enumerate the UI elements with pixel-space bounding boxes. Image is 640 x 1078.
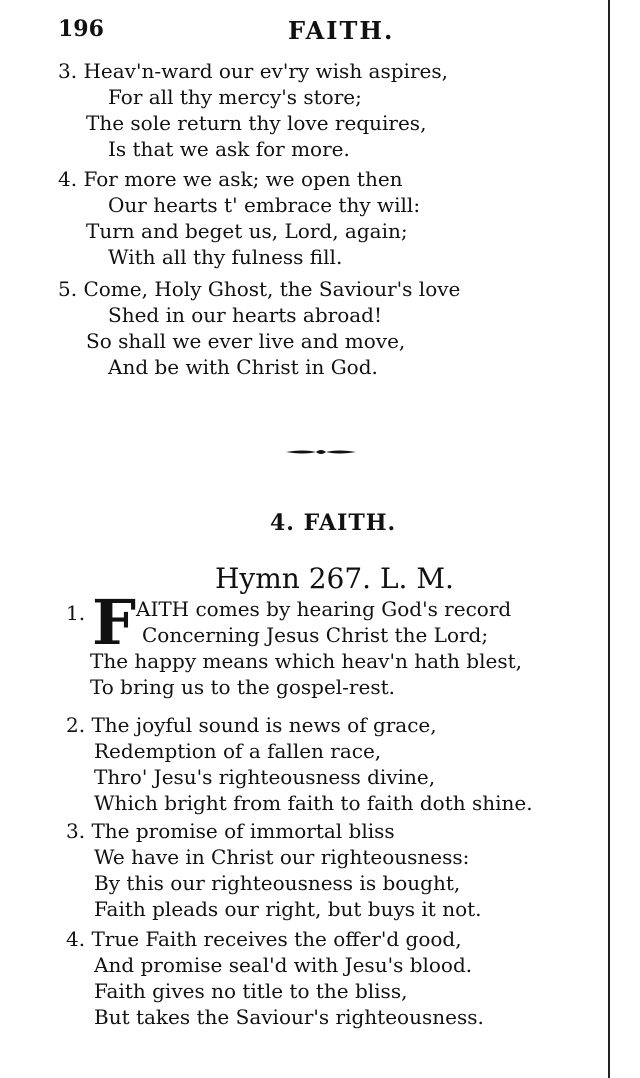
verse-line: With all thy fulness fill. [108,245,343,269]
verse-line: Concerning Jesus Christ the Lord; [142,623,489,647]
verse-line: Our hearts t' embrace thy will: [108,193,421,217]
verse-line: Shed in our hearts abroad! [108,303,383,327]
verse-number: 5. [58,277,78,301]
hymn-verse-3 [66,818,482,922]
verse-line: We have in Christ our righteousness: [94,845,470,869]
verse-number: 4. [58,167,78,191]
verse-line: Faith pleads our right, but buys it not. [94,897,482,921]
verse-line: So shall we ever live and move, [86,329,406,353]
hymn-verse-4 [66,926,484,1030]
verse-line: But takes the Saviour's righteousness. [94,1005,484,1029]
verse-line: For more we ask; we open then [83,167,403,191]
verse-line: Turn and beget us, Lord, again; [86,219,408,243]
verse-line: The happy means which heav'n hath blest, [90,649,522,673]
page-header [58,16,558,46]
verse-number: 2. [66,713,86,737]
verse-line: Come, Holy Ghost, the Saviour's love [83,277,461,301]
hymn-title: Hymn 267. L. M. [215,562,454,595]
verse-3-upper [58,58,448,162]
section-title: 4. FAITH. [270,510,397,536]
verse-line: To bring us to the gospel-rest. [90,675,395,699]
verse-line: The joyful sound is news of grace, [91,713,437,737]
verse-number: 3. [58,59,78,83]
verse-line: AITH comes by hearing God's record [136,597,512,621]
verse-line: True Faith receives the offer'd good, [91,927,462,951]
verse-line: By this our righteousness is bought, [94,871,461,895]
verse-line: And promise seal'd with Jesu's blood. [94,953,473,977]
running-title: FAITH. [288,16,395,45]
verse-line: For all thy mercy's store; [108,85,362,109]
verse-number: 1. [66,601,86,625]
verse-line: Redemption of a fallen race, [94,739,382,763]
verse-line: Thro' Jesu's righteousness divine, [94,765,436,789]
verse-line: Which bright from faith to faith doth shine. [94,791,533,815]
verse-number: 3. [66,819,86,843]
verse-line: Is that we ask for more. [108,137,350,161]
verse-4-upper [58,166,420,270]
verse-number: 4. [66,927,86,951]
ornament-divider-icon [286,448,356,456]
verse-line: Heav'n-ward our ev'ry wish aspires, [83,59,448,83]
hymn-verse-1 [66,586,522,700]
page-edge-rule [608,0,610,1078]
page-number: 196 [58,16,104,42]
verse-line: Faith gives no title to the bliss, [94,979,408,1003]
drop-capital: F [92,586,137,659]
verse-line: The promise of immortal bliss [91,819,395,843]
hymn-verse-2 [66,712,533,816]
verse-5-upper [58,276,460,380]
verse-line: And be with Christ in God. [108,355,378,379]
verse-line: The sole return thy love requires, [86,111,427,135]
